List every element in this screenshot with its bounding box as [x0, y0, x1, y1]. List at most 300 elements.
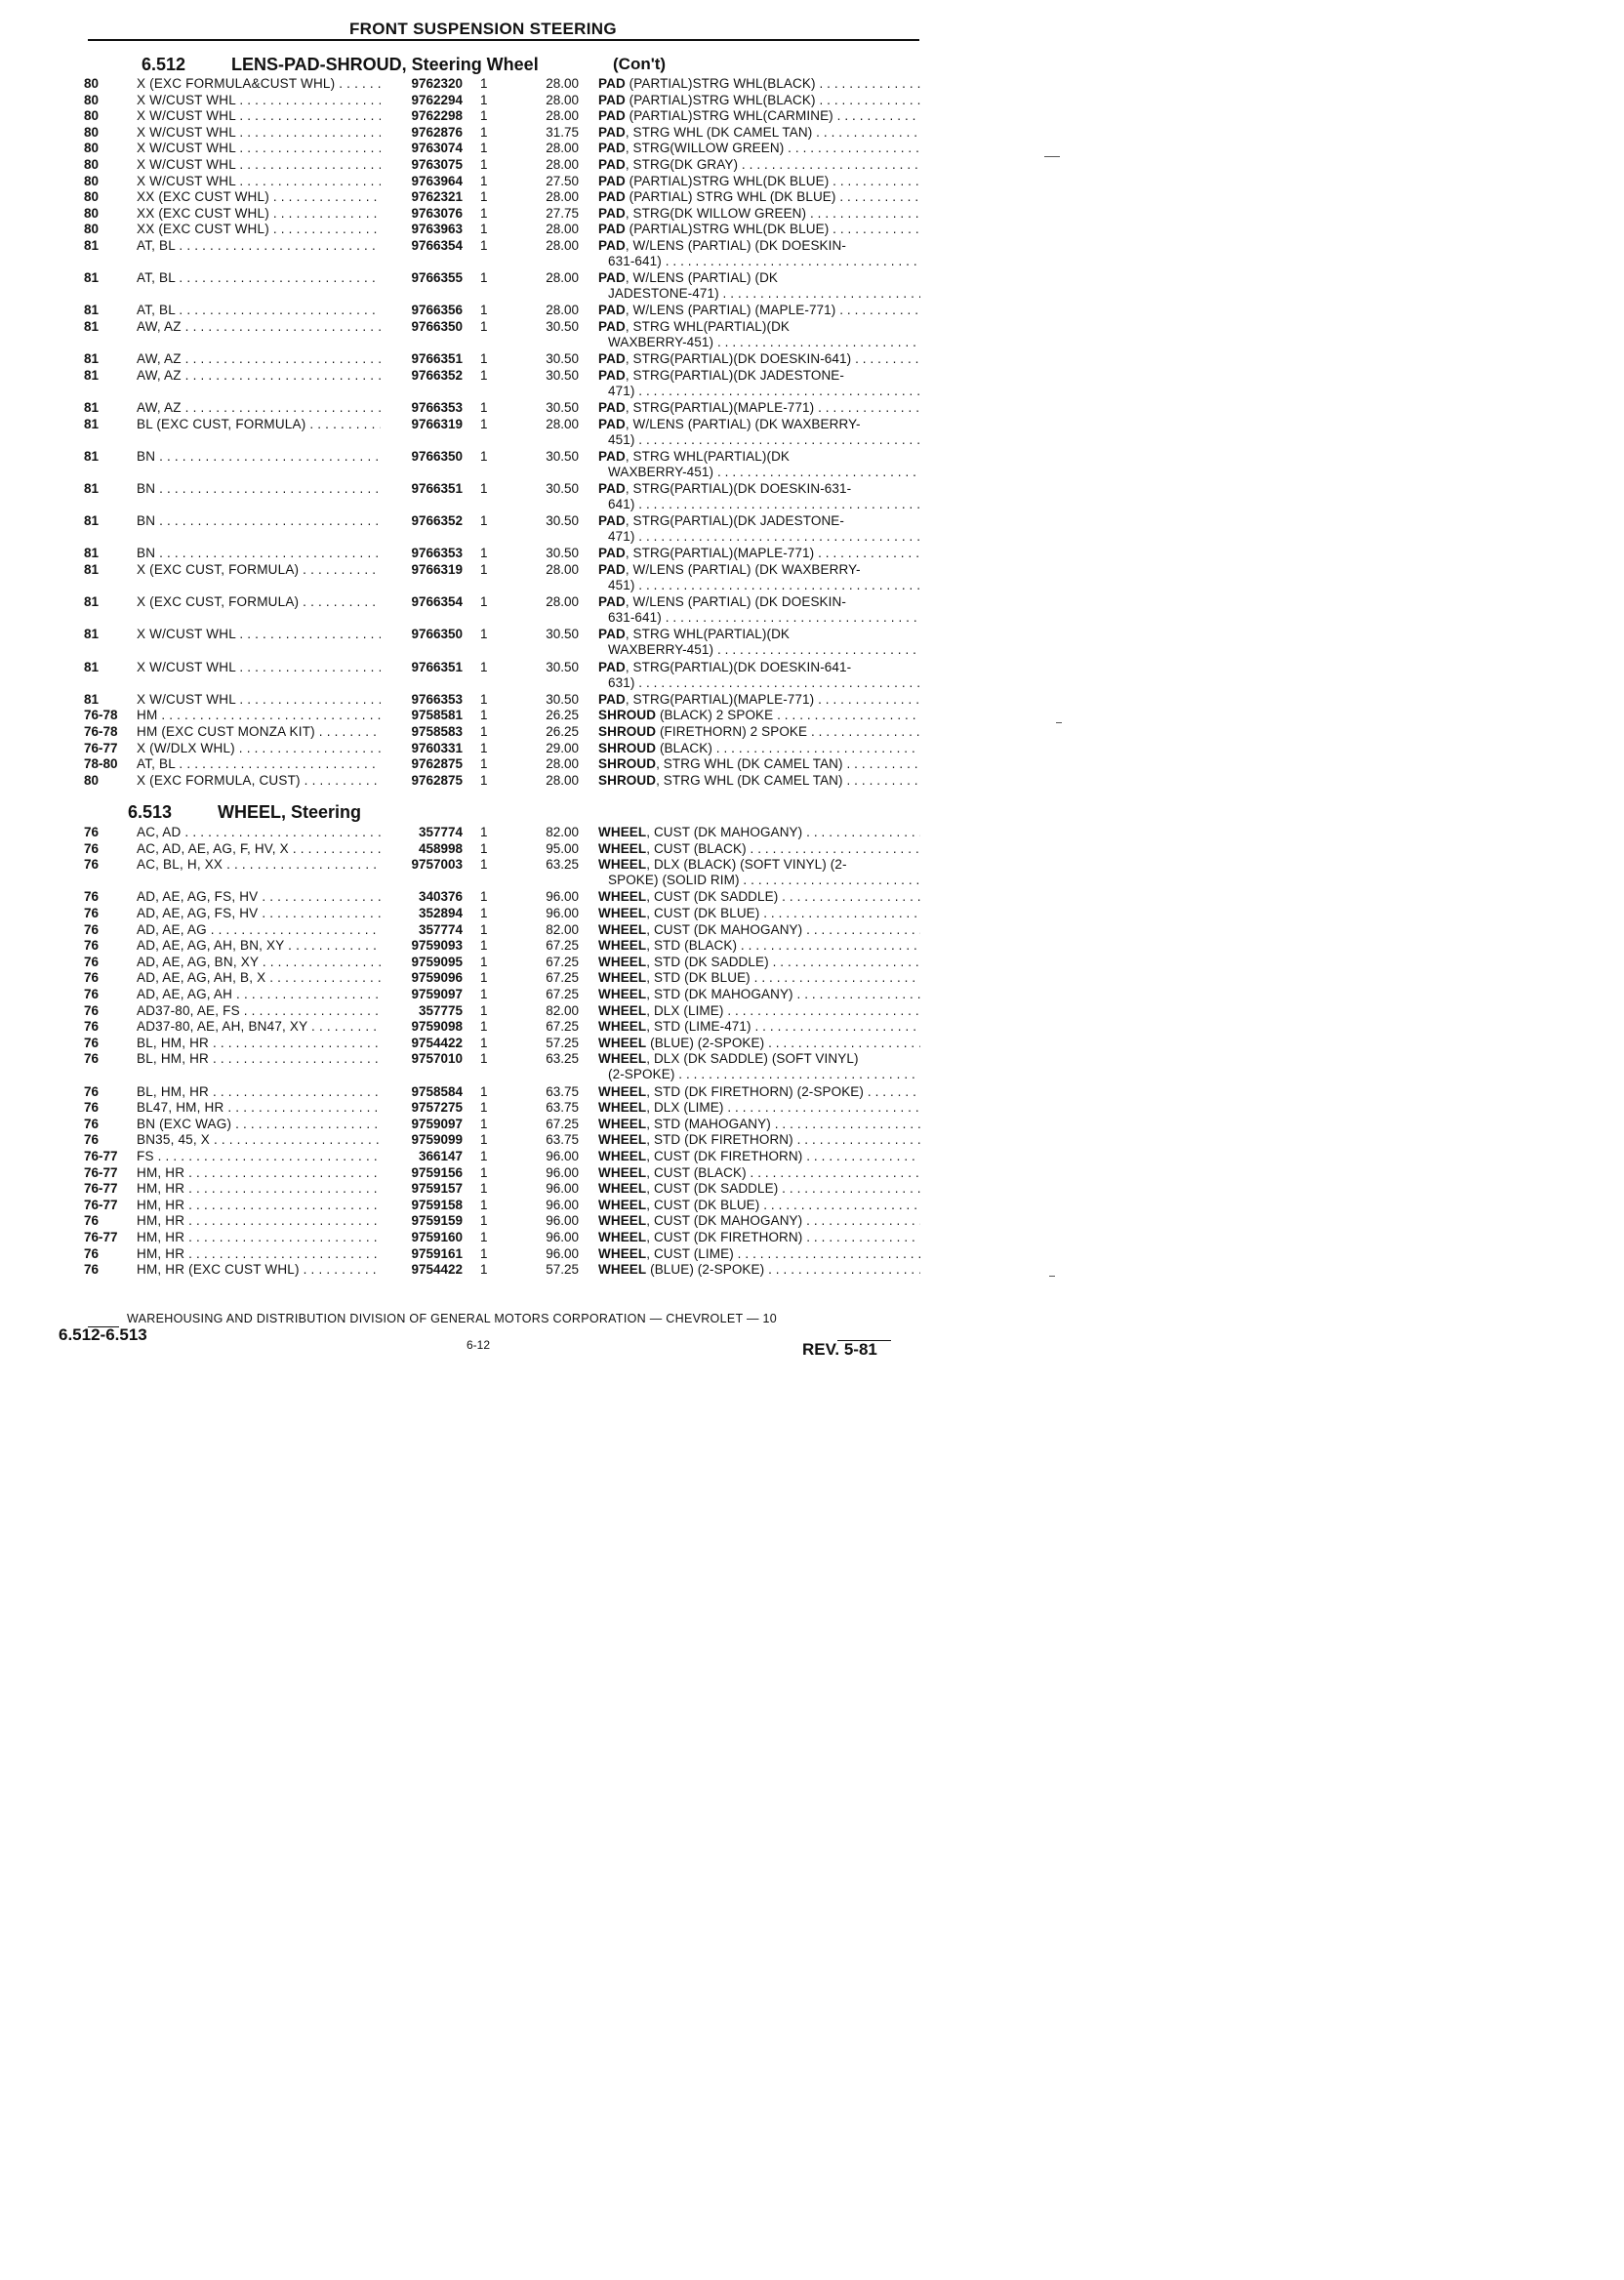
parts-row [0, 319, 1078, 349]
model-cell: X W/CUST WHL . . . [137, 627, 381, 642]
description-cell [598, 906, 920, 921]
description-line: WHEEL (BLUE) (2-SPOKE) . . . [598, 1262, 920, 1278]
quantity-cell: 1 [480, 1002, 488, 1018]
description-line: WHEEL, STD (DK BLUE) . . . [598, 970, 920, 986]
price-cell: 31.75 [546, 124, 579, 140]
description-cell [598, 724, 920, 740]
description-cell [598, 1117, 920, 1132]
quantity-cell: 1 [480, 1035, 488, 1050]
year-cell: 76 [84, 1245, 100, 1261]
description-cell [598, 987, 920, 1002]
description-line: PAD, STRG(PARTIAL)(DK JADESTONE- [598, 513, 844, 529]
price-cell: 30.50 [546, 659, 579, 674]
model-cell: X W/CUST WHL . . . [137, 141, 381, 156]
page-header-title: FRONT SUSPENSION STEERING [349, 20, 617, 38]
year-cell: 76 [84, 857, 100, 873]
part-number-cell: 9766352 [411, 367, 463, 383]
year-cell: 76 [84, 954, 100, 969]
parts-row [0, 1084, 1078, 1101]
price-cell: 28.00 [546, 222, 579, 237]
parts-row [0, 1246, 1078, 1263]
parts-row [0, 970, 1078, 987]
price-cell: 28.00 [546, 270, 579, 286]
section-title: LENS-PAD-SHROUD, Steering Wheel [231, 55, 539, 74]
price-cell: 28.00 [546, 157, 579, 172]
part-number-cell: 357774 [418, 921, 463, 937]
description-line: WHEEL, CUST (BLACK) . . . [598, 1165, 920, 1181]
description-cell [598, 222, 920, 237]
quantity-cell: 1 [480, 157, 488, 172]
description-cell [598, 351, 920, 367]
year-cell: 81 [84, 367, 100, 383]
description-cell [598, 303, 920, 318]
year-cell: 81 [84, 546, 100, 561]
parts-row [0, 562, 1078, 592]
description-cell [598, 481, 920, 512]
description-cell [598, 1100, 920, 1116]
description-line: PAD, W/LENS (PARTIAL) (MAPLE-771) . . . [598, 303, 920, 318]
description-line: PAD, STRG(PARTIAL)(MAPLE-771) . . . [598, 692, 920, 708]
description-line: WHEEL, DLX (DK SADDLE) (SOFT VINYL) [598, 1051, 859, 1067]
parts-row [0, 938, 1078, 955]
description-line: 471) . . . [598, 529, 920, 545]
parts-row [0, 351, 1078, 368]
quantity-cell: 1 [480, 772, 488, 788]
quantity-cell: 1 [480, 1230, 488, 1244]
quantity-cell: 1 [480, 1213, 488, 1229]
price-cell: 28.00 [546, 92, 579, 107]
price-cell: 63.75 [546, 1083, 579, 1099]
year-cell: 81 [84, 562, 100, 577]
footer-section-range: 6.512-6.513 [59, 1325, 147, 1344]
description-cell [598, 1149, 920, 1164]
quantity-cell: 1 [480, 1149, 488, 1163]
parts-row [0, 1181, 1078, 1198]
description-cell [598, 889, 920, 905]
part-number-cell: 9766351 [411, 481, 463, 496]
description-line: PAD, STRG(PARTIAL)(MAPLE-771) . . . [598, 546, 920, 561]
description-line: PAD, STRG WHL(PARTIAL)(DK [598, 319, 791, 334]
year-cell: 81 [84, 691, 100, 707]
part-number-cell: 9766354 [411, 238, 463, 253]
parts-row [0, 1198, 1078, 1214]
description-line: PAD (PARTIAL)STRG WHL(DK BLUE) . . . [598, 222, 920, 237]
model-cell: BN . . . [137, 513, 381, 529]
year-cell: 80 [84, 92, 100, 107]
description-cell [598, 825, 920, 840]
part-number-cell: 9757275 [411, 1100, 463, 1116]
parts-row [0, 841, 1078, 858]
description-line: 631) . . . [598, 675, 920, 691]
price-cell: 28.00 [546, 416, 579, 431]
quantity-cell: 1 [480, 987, 488, 1001]
parts-row [0, 513, 1078, 545]
model-cell: XX (EXC CUST WHL) . . . [137, 222, 381, 237]
quantity-cell: 1 [480, 1245, 488, 1261]
description-line: WAXBERRY-451) . . . [598, 465, 920, 480]
description-cell [598, 627, 920, 658]
parts-row [0, 481, 1078, 511]
price-cell: 67.25 [546, 954, 579, 969]
price-cell: 30.50 [546, 319, 579, 334]
part-number-cell: 9759156 [411, 1164, 463, 1180]
parts-row [0, 1100, 1078, 1117]
year-cell: 76-77 [84, 1230, 118, 1244]
parts-row [0, 174, 1078, 190]
section-title: WHEEL, Steering [218, 802, 362, 822]
year-cell: 76-78 [84, 724, 118, 739]
part-number-cell: 9759158 [411, 1197, 463, 1212]
price-cell: 30.50 [546, 400, 579, 415]
model-cell: BN . . . [137, 481, 381, 497]
description-cell [598, 368, 920, 399]
description-cell [598, 841, 920, 857]
quantity-cell: 1 [480, 173, 488, 188]
description-cell [598, 1036, 920, 1051]
description-line: PAD, STRG(PARTIAL)(DK DOESKIN-641) . . . [598, 351, 920, 367]
quantity-cell: 1 [480, 740, 488, 755]
part-number-cell: 9762876 [411, 124, 463, 140]
description-cell [598, 1132, 920, 1148]
price-cell: 63.25 [546, 857, 579, 873]
year-cell: 76 [84, 1083, 100, 1099]
quantity-cell: 1 [480, 889, 488, 905]
year-cell: 76 [84, 840, 100, 856]
parts-row [0, 987, 1078, 1003]
model-cell: X W/CUST WHL . . . [137, 660, 381, 675]
section-6-513-heading [128, 802, 361, 823]
price-cell: 95.00 [546, 840, 579, 856]
scan-edge-mark [1044, 156, 1060, 157]
part-number-cell: 9754422 [411, 1262, 463, 1278]
description-line: WAXBERRY-451) . . . [598, 642, 920, 658]
price-cell: 57.25 [546, 1035, 579, 1050]
parts-row [0, 189, 1078, 206]
year-cell: 76 [84, 938, 100, 954]
quantity-cell: 1 [480, 1164, 488, 1180]
model-cell: HM, HR . . . [137, 1181, 381, 1197]
description-line: PAD, W/LENS (PARTIAL) (DK DOESKIN- [598, 238, 846, 253]
part-number-cell: 9758583 [411, 724, 463, 739]
price-cell: 82.00 [546, 921, 579, 937]
quantity-cell: 1 [480, 921, 488, 937]
year-cell: 76 [84, 1116, 100, 1131]
quantity-cell: 1 [480, 546, 488, 561]
price-cell: 96.00 [546, 1164, 579, 1180]
description-line: JADESTONE-471) . . . [598, 286, 920, 302]
part-number-cell: 9766319 [411, 562, 463, 577]
description-line: 631-641) . . . [598, 254, 920, 269]
price-cell: 26.25 [546, 724, 579, 739]
description-line: WHEEL, DLX (LIME) . . . [598, 1003, 920, 1019]
description-line: WHEEL, DLX (LIME) . . . [598, 1100, 920, 1116]
description-cell [598, 773, 920, 789]
price-cell: 30.50 [546, 627, 579, 642]
model-cell: AD, AE, AG, FS, HV . . . [137, 889, 381, 905]
parts-row [0, 416, 1078, 447]
description-cell [598, 206, 920, 222]
description-cell [598, 1003, 920, 1019]
parts-row [0, 367, 1078, 398]
description-cell [598, 108, 920, 124]
description-line: WHEEL, CUST (DK MAHOGANY) . . . [598, 922, 920, 938]
price-cell: 96.00 [546, 889, 579, 905]
price-cell: 96.00 [546, 1197, 579, 1212]
description-line: WHEEL, CUST (DK SADDLE) . . . [598, 889, 920, 905]
model-cell: BL, HM, HR . . . [137, 1084, 381, 1100]
description-line: PAD (PARTIAL)STRG WHL(DK BLUE) . . . [598, 174, 920, 189]
model-cell: X W/CUST WHL . . . [137, 157, 381, 173]
price-cell: 28.00 [546, 303, 579, 318]
part-number-cell: 9759099 [411, 1132, 463, 1148]
year-cell: 80 [84, 205, 100, 221]
part-number-cell: 340376 [418, 889, 463, 905]
description-line: WHEEL, DLX (BLACK) (SOFT VINYL) (2- [598, 857, 847, 873]
quantity-cell: 1 [480, 367, 488, 383]
model-cell: X (EXC FORMULA&CUST WHL) . . . [137, 76, 381, 92]
year-cell: 76 [84, 987, 100, 1001]
price-cell: 67.25 [546, 970, 579, 986]
quantity-cell: 1 [480, 238, 488, 253]
year-cell: 76 [84, 970, 100, 986]
quantity-cell: 1 [480, 840, 488, 856]
description-line: PAD, W/LENS (PARTIAL) (DK WAXBERRY- [598, 562, 861, 577]
part-number-cell: 9762321 [411, 189, 463, 205]
part-number-cell: 9762320 [411, 76, 463, 91]
description-line: WAXBERRY-451) . . . [598, 335, 920, 350]
price-cell: 28.00 [546, 108, 579, 124]
section-6-512-heading [142, 55, 667, 75]
model-cell: BN (EXC WAG) . . . [137, 1117, 381, 1132]
quantity-cell: 1 [480, 594, 488, 610]
parts-row [0, 692, 1078, 709]
part-number-cell: 9763074 [411, 141, 463, 156]
model-cell: AC, BL, H, XX . . . [137, 857, 381, 873]
part-number-cell: 9759097 [411, 1116, 463, 1131]
year-cell: 81 [84, 319, 100, 334]
description-line: WHEEL, STD (DK SADDLE) . . . [598, 955, 920, 970]
description-line: WHEEL, CUST (DK BLUE) . . . [598, 1198, 920, 1213]
catalog-page [0, 0, 1078, 1514]
year-cell: 78-80 [84, 756, 118, 772]
year-cell: 81 [84, 594, 100, 610]
description-line: PAD, STRG(PARTIAL)(DK DOESKIN-641- [598, 659, 852, 674]
description-cell [598, 970, 920, 986]
price-cell: 96.00 [546, 1181, 579, 1197]
description-line: WHEEL, CUST (DK SADDLE) . . . [598, 1181, 920, 1197]
parts-row [0, 857, 1078, 888]
description-cell [598, 93, 920, 108]
part-number-cell: 9766353 [411, 546, 463, 561]
description-line: WHEEL (BLUE) (2-SPOKE) . . . [598, 1036, 920, 1051]
description-cell [598, 955, 920, 970]
description-line: SHROUD (FIRETHORN) 2 SPOKE . . . [598, 724, 920, 740]
section-number: 6.513 [128, 802, 173, 822]
quantity-cell: 1 [480, 76, 488, 91]
price-cell: 27.75 [546, 205, 579, 221]
footer-revision: REV. 5-81 [802, 1340, 877, 1359]
price-cell: 30.50 [546, 691, 579, 707]
part-number-cell: 9759161 [411, 1245, 463, 1261]
part-number-cell: 9766319 [411, 416, 463, 431]
quantity-cell: 1 [480, 906, 488, 920]
description-cell [598, 319, 920, 350]
quantity-cell: 1 [480, 825, 488, 839]
model-cell: X W/CUST WHL . . . [137, 174, 381, 189]
parts-row [0, 659, 1078, 690]
model-cell: X (EXC FORMULA, CUST) . . . [137, 773, 381, 789]
parts-row [0, 1003, 1078, 1020]
parts-row [0, 708, 1078, 724]
description-line: WHEEL, CUST (DK BLUE) . . . [598, 906, 920, 921]
parts-row [0, 222, 1078, 238]
part-number-cell: 9758581 [411, 708, 463, 723]
parts-row [0, 108, 1078, 125]
price-cell: 28.00 [546, 238, 579, 253]
model-cell: X W/CUST WHL . . . [137, 108, 381, 124]
description-line: WHEEL, STD (DK FIRETHORN) (2-SPOKE) . . . [598, 1084, 920, 1100]
price-cell: 96.00 [546, 1230, 579, 1244]
model-cell: X (W/DLX WHL) . . . [137, 741, 381, 756]
price-cell: 29.00 [546, 740, 579, 755]
quantity-cell: 1 [480, 562, 488, 577]
scan-edge-mark [1049, 1276, 1055, 1277]
model-cell: AC, AD, AE, AG, F, HV, X . . . [137, 841, 381, 857]
model-cell: AD, AE, AG, AH, BN, XY . . . [137, 938, 381, 954]
quantity-cell: 1 [480, 1083, 488, 1099]
price-cell: 28.00 [546, 141, 579, 156]
price-cell: 30.50 [546, 546, 579, 561]
quantity-cell: 1 [480, 954, 488, 969]
model-cell: X W/CUST WHL . . . [137, 125, 381, 141]
quantity-cell: 1 [480, 1019, 488, 1035]
description-cell [598, 449, 920, 480]
description-line: 451) . . . [598, 432, 920, 448]
description-cell [598, 141, 920, 156]
price-cell: 28.00 [546, 772, 579, 788]
quantity-cell: 1 [480, 1051, 488, 1067]
quantity-cell: 1 [480, 1181, 488, 1197]
description-cell [598, 692, 920, 708]
description-cell [598, 562, 920, 593]
section-number: 6.512 [142, 55, 186, 74]
description-cell [598, 756, 920, 772]
description-line: WHEEL, STD (LIME-471) . . . [598, 1019, 920, 1035]
model-cell: BN . . . [137, 449, 381, 465]
parts-row [0, 206, 1078, 223]
quantity-cell: 1 [480, 708, 488, 723]
description-cell [598, 1051, 920, 1082]
year-cell: 81 [84, 627, 100, 642]
model-cell: AW, AZ . . . [137, 400, 381, 416]
description-cell [598, 238, 920, 269]
model-cell: HM, HR . . . [137, 1213, 381, 1229]
year-cell: 76 [84, 1035, 100, 1050]
quantity-cell: 1 [480, 222, 488, 237]
price-cell: 30.50 [546, 351, 579, 367]
year-cell: 81 [84, 351, 100, 367]
description-line: PAD, STRG(WILLOW GREEN) . . . [598, 141, 920, 156]
header-rule [88, 39, 919, 41]
part-number-cell: 9759097 [411, 987, 463, 1001]
parts-row [0, 1019, 1078, 1036]
year-cell: 80 [84, 222, 100, 237]
description-line: PAD, W/LENS (PARTIAL) (DK [598, 270, 779, 286]
description-line: PAD (PARTIAL)STRG WHL(CARMINE) . . . [598, 108, 920, 124]
part-number-cell: 9766351 [411, 351, 463, 367]
part-number-cell: 9766350 [411, 319, 463, 334]
year-cell: 76 [84, 1019, 100, 1035]
year-cell: 81 [84, 270, 100, 286]
part-number-cell: 9759160 [411, 1230, 463, 1244]
part-number-cell: 9762294 [411, 92, 463, 107]
price-cell: 82.00 [546, 1002, 579, 1018]
parts-row [0, 627, 1078, 658]
year-cell: 81 [84, 513, 100, 529]
part-number-cell: 9760331 [411, 740, 463, 755]
part-number-cell: 9766352 [411, 513, 463, 529]
description-line: PAD, STRG(PARTIAL)(MAPLE-771) . . . [598, 400, 920, 416]
year-cell: 76 [84, 1132, 100, 1148]
description-line: SHROUD, STRG WHL (DK CAMEL TAN) . . . [598, 756, 920, 772]
quantity-cell: 1 [480, 416, 488, 431]
model-cell: X (EXC CUST, FORMULA) . . . [137, 562, 381, 578]
model-cell: AT, BL . . . [137, 756, 381, 772]
description-cell [598, 546, 920, 561]
quantity-cell: 1 [480, 351, 488, 367]
model-cell: BL, HM, HR . . . [137, 1051, 381, 1067]
part-number-cell: 9762875 [411, 756, 463, 772]
model-cell: X (EXC CUST, FORMULA) . . . [137, 594, 381, 610]
description-cell [598, 1198, 920, 1213]
price-cell: 82.00 [546, 825, 579, 839]
parts-row [0, 594, 1078, 626]
parts-row [0, 906, 1078, 922]
parts-row [0, 825, 1078, 841]
year-cell: 80 [84, 157, 100, 172]
description-line: PAD, STRG(DK WILLOW GREEN) . . . [598, 206, 920, 222]
description-line: 641) . . . [598, 497, 920, 512]
parts-row [0, 756, 1078, 773]
part-number-cell: 9762298 [411, 108, 463, 124]
description-cell [598, 1019, 920, 1035]
price-cell: 96.00 [546, 1213, 579, 1229]
description-line: PAD, STRG WHL(PARTIAL)(DK [598, 627, 791, 642]
price-cell: 96.00 [546, 906, 579, 920]
quantity-cell: 1 [480, 448, 488, 464]
quantity-cell: 1 [480, 124, 488, 140]
price-cell: 57.25 [546, 1262, 579, 1278]
year-cell: 76-77 [84, 1149, 118, 1163]
part-number-cell: 458998 [418, 840, 463, 856]
price-cell: 30.50 [546, 513, 579, 529]
model-cell: XX (EXC CUST WHL) . . . [137, 206, 381, 222]
price-cell: 30.50 [546, 481, 579, 496]
model-cell: AD37-80, AE, FS . . . [137, 1003, 381, 1019]
parts-row [0, 1051, 1078, 1082]
year-cell: 81 [84, 400, 100, 415]
part-number-cell: 9766350 [411, 627, 463, 642]
year-cell: 80 [84, 772, 100, 788]
description-line: PAD, STRG(DK GRAY) . . . [598, 157, 920, 173]
model-cell: FS . . . [137, 1149, 381, 1164]
description-line: PAD (PARTIAL)STRG WHL(BLACK) . . . [598, 93, 920, 108]
year-cell: 76 [84, 921, 100, 937]
price-cell: 67.25 [546, 987, 579, 1001]
description-cell [598, 1213, 920, 1229]
quantity-cell: 1 [480, 1262, 488, 1278]
part-number-cell: 366147 [418, 1149, 463, 1163]
